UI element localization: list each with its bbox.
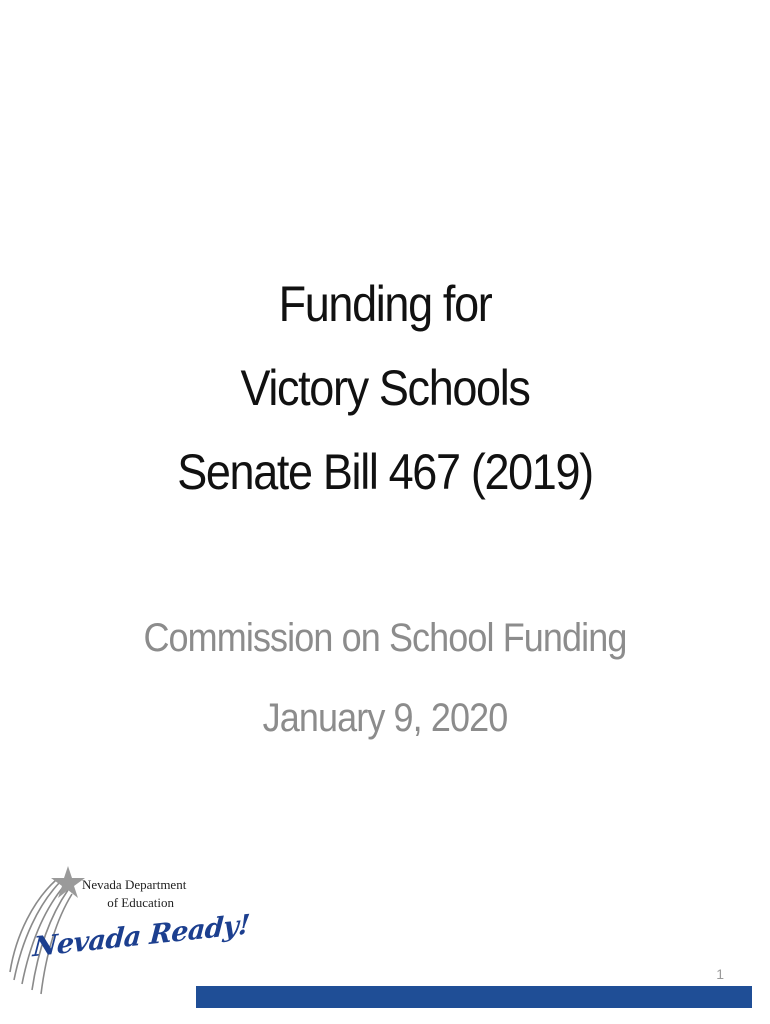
footer-bar <box>196 986 752 1008</box>
logo-org-line-1: Nevada Department <box>82 877 187 892</box>
star-icon <box>51 866 85 898</box>
logo-tagline: Nevada Ready! <box>31 909 251 964</box>
subtitle-line-2: January 9, 2020 <box>262 696 508 740</box>
slide-subtitle <box>39 598 732 758</box>
logo-org-line-2: of Education <box>107 895 174 910</box>
title-line-2: Victory Schools <box>240 360 530 416</box>
subtitle-line-1: Commission on School Funding <box>143 616 627 660</box>
slide-title <box>39 262 732 514</box>
title-line-3: Senate Bill 467 (2019) <box>177 444 593 500</box>
page-number: 1 <box>716 966 724 982</box>
title-line-1: Funding for <box>278 276 492 332</box>
logo-org-name <box>82 876 187 912</box>
